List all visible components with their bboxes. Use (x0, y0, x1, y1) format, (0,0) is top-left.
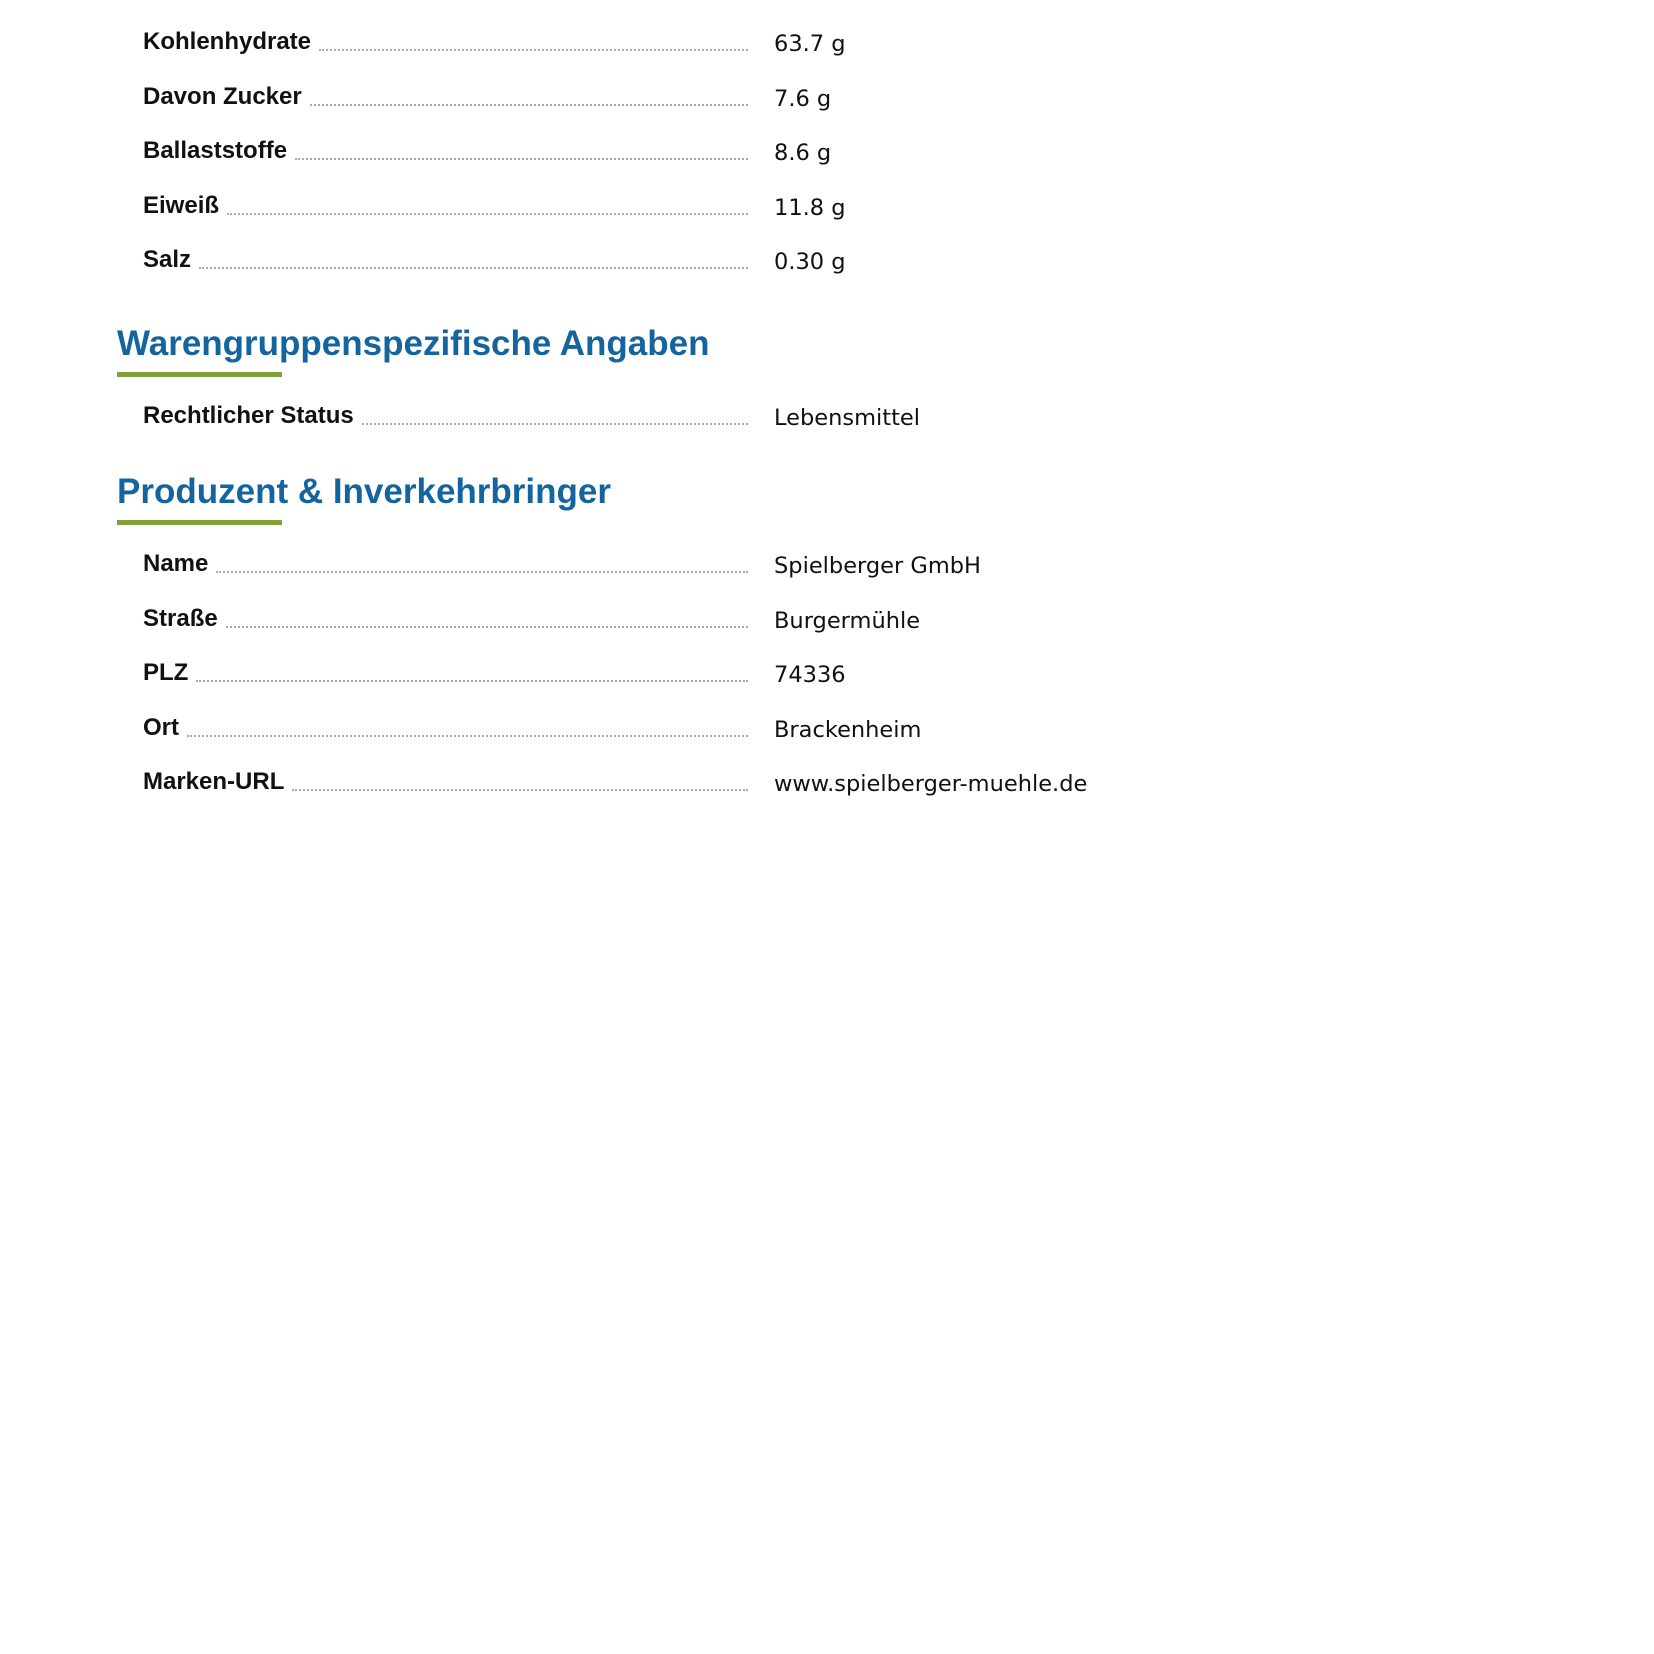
section-underline (117, 520, 282, 525)
row-value: Brackenheim (774, 716, 922, 743)
row-label: Ort (143, 713, 179, 741)
dotted-leader (196, 680, 748, 682)
nutrition-row (0, 125, 1654, 180)
category-table (0, 390, 1654, 445)
dotted-leader (226, 626, 748, 628)
dotted-leader (199, 267, 748, 269)
row-value: 74336 (774, 662, 846, 688)
dotted-leader (227, 213, 748, 215)
section-title-producer: Produzent & Inverkehrbringer (117, 472, 611, 511)
producer-row (0, 756, 1654, 811)
nutrition-row (0, 16, 1654, 71)
row-value: 11.8 g (774, 194, 846, 221)
row-label: Davon Zucker (143, 82, 302, 110)
row-label: Rechtlicher Status (143, 402, 354, 429)
nutrition-table (0, 16, 1654, 289)
nutrition-row (0, 180, 1654, 235)
row-value: 63.7 g (774, 31, 846, 57)
producer-table (0, 538, 1654, 811)
producer-row (0, 647, 1654, 702)
row-value: Spielberger GmbH (774, 553, 981, 579)
row-label: Ballaststoffe (143, 137, 288, 164)
row-label: Marken-URL (143, 768, 285, 795)
section-title-category: Warengruppenspezifische Angaben (117, 324, 710, 363)
row-value: 8.6 g (774, 140, 832, 166)
dotted-leader (295, 158, 748, 160)
row-value: 0.30 g (774, 249, 846, 275)
producer-row (0, 538, 1654, 593)
row-label: Kohlenhydrate (143, 28, 312, 55)
dotted-leader (310, 104, 748, 106)
dotted-leader (216, 571, 748, 573)
row-value: Burgermühle (774, 607, 921, 634)
section-underline (117, 372, 282, 377)
producer-row (0, 593, 1654, 648)
dotted-leader (292, 789, 748, 791)
dotted-leader (319, 49, 748, 51)
dotted-leader (362, 423, 748, 425)
row-label: Eiweiß (143, 191, 220, 219)
nutrition-row (0, 234, 1654, 289)
producer-row (0, 702, 1654, 757)
dotted-leader (187, 735, 748, 737)
row-value: Lebensmittel (774, 405, 920, 431)
row-label: Straße (143, 604, 218, 632)
row-label: Name (143, 550, 209, 577)
row-label: PLZ (143, 659, 189, 686)
category-row (0, 390, 1654, 445)
row-label: Salz (143, 246, 192, 273)
nutrition-row (0, 71, 1654, 126)
brand-url-text: www.spielberger-muehle.de (774, 771, 1088, 797)
row-value: 7.6 g (774, 85, 832, 112)
